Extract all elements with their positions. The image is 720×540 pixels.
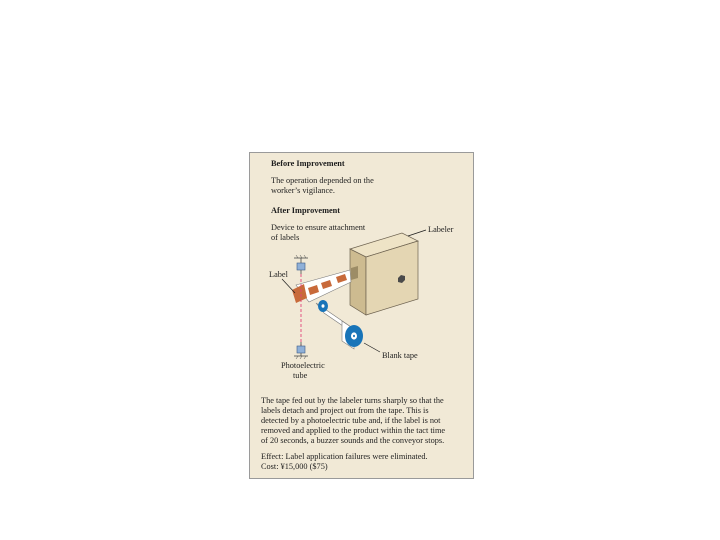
after-line-2: of labels	[271, 233, 300, 242]
description-line-2: labels detach and project out from the tape. This is	[261, 406, 429, 415]
tape-slot	[351, 266, 358, 280]
labeler-box	[350, 233, 418, 315]
description-line-3: detected by a photoelectric tube and, if the label is not	[261, 416, 441, 425]
label-device-diagram	[250, 153, 475, 393]
description-line-5: of 20 seconds, a buzzer sounds and the conveyor stops.	[261, 436, 445, 445]
cost-line: Cost: ¥15,000 ($75)	[261, 462, 328, 471]
effect-line: Effect: Label application failures were eliminated.	[261, 452, 428, 461]
sensor-top	[294, 255, 308, 274]
after-line-1: Device to ensure attachment	[271, 223, 366, 232]
small-reel	[318, 300, 328, 312]
before-line-2: worker’s vigilance.	[271, 186, 335, 195]
after-heading: After Improvement	[271, 206, 341, 215]
labeler-label: Labeler	[428, 225, 454, 234]
labeler-pointer	[408, 230, 426, 236]
blank-tape-pointer	[364, 343, 380, 352]
photo-tube-label-1: Photoelectric	[281, 361, 325, 370]
blank-tape-roll	[342, 321, 363, 349]
labeler-front	[350, 249, 366, 315]
label-label: Label	[269, 270, 288, 279]
improvement-card	[249, 152, 474, 479]
photo-tube-label-2: tube	[293, 371, 308, 380]
label-pointer	[282, 279, 295, 293]
before-line-1: The operation depended on the	[271, 176, 374, 185]
sensor-bottom	[294, 342, 308, 359]
blank-tape-label: Blank tape	[382, 351, 418, 360]
before-heading: Before Improvement	[271, 159, 345, 168]
description-line-1: The tape fed out by the labeler turns sharply so that the	[261, 396, 444, 405]
description-line-4: removed and applied to the product within the tact time	[261, 426, 446, 435]
